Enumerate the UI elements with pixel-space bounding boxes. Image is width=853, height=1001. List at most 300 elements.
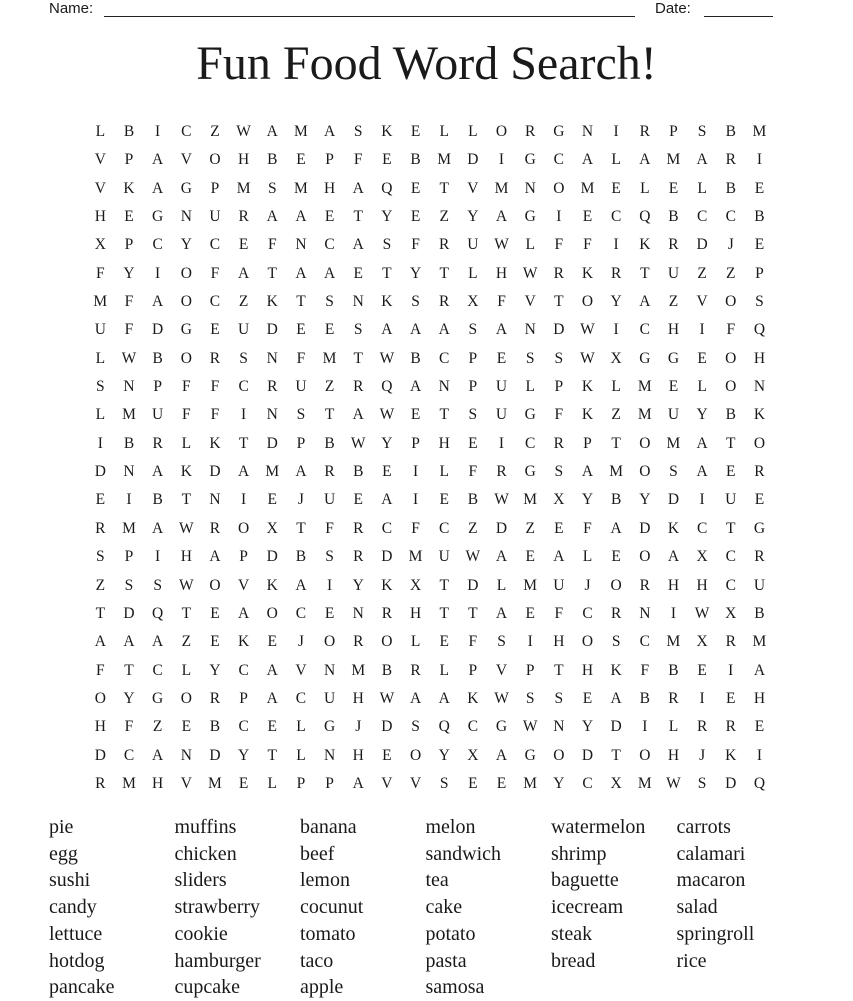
grid-letter: C	[525, 434, 536, 452]
grid-letter: B	[209, 718, 221, 736]
grid-letter: E	[210, 321, 220, 339]
grid-row	[86, 146, 774, 174]
grid-letter: I	[498, 151, 505, 169]
date-label: Date:	[655, 0, 691, 17]
grid-letter: I	[728, 661, 734, 679]
grid-letter: Y	[381, 208, 393, 226]
word-list-item: tea	[425, 869, 449, 892]
grid-letter: T	[296, 519, 306, 537]
grid-letter: A	[152, 293, 164, 311]
grid-letter: K	[667, 519, 680, 537]
grid-letter: K	[266, 293, 278, 311]
grid-row	[86, 543, 774, 571]
grid-letter: C	[725, 548, 736, 566]
grid-letter: R	[353, 519, 364, 537]
grid-letter: P	[468, 378, 478, 396]
grid-letter: N	[524, 179, 536, 197]
grid-letter: Q	[381, 378, 393, 396]
grid-letter: E	[611, 179, 621, 197]
grid-letter: A	[323, 264, 336, 282]
grid-letter: M	[294, 123, 308, 140]
grid-letter: F	[468, 633, 478, 651]
grid-letter: W	[350, 434, 366, 452]
grid-letter: E	[668, 179, 679, 197]
grid-letter: F	[411, 519, 420, 537]
grid-letter: F	[181, 378, 191, 396]
grid-letter: Y	[238, 746, 250, 764]
grid-letter: V	[409, 774, 422, 792]
grid-letter: T	[439, 576, 449, 594]
grid-letter: E	[468, 434, 478, 452]
grid-letter: V	[180, 151, 192, 169]
grid-letter: C	[381, 519, 393, 537]
grid-letter: L	[496, 576, 507, 594]
grid-letter: V	[696, 293, 708, 311]
grid-letter: F	[296, 349, 306, 367]
word-list-item: bread	[551, 949, 596, 972]
grid-letter: G	[524, 151, 536, 169]
grid-letter: A	[152, 746, 164, 764]
grid-letter: D	[94, 463, 106, 481]
grid-letter: N	[753, 378, 766, 396]
grid-letter: G	[323, 718, 336, 736]
grid-letter: S	[353, 321, 363, 339]
grid-letter: E	[181, 718, 192, 736]
grid-row	[86, 203, 774, 231]
word-list-item: hotdog	[49, 949, 105, 972]
grid-letter: W	[236, 123, 251, 140]
grid-letter: H	[438, 434, 450, 452]
grid-letter: H	[238, 151, 250, 169]
grid-letter: K	[725, 746, 737, 764]
grid-letter: G	[553, 123, 565, 140]
grid-letter: W	[522, 718, 538, 736]
grid-letter: I	[699, 689, 705, 707]
grid-letter: S	[525, 349, 535, 367]
grid-letter: Z	[611, 406, 621, 424]
grid-letter: M	[265, 463, 280, 481]
grid-letter: E	[611, 548, 621, 566]
grid-letter: M	[637, 406, 652, 424]
grid-letter: U	[438, 548, 450, 566]
grid-letter: L	[296, 718, 306, 736]
grid-letter: I	[613, 123, 619, 140]
grid-letter: Q	[438, 718, 450, 736]
grid-letter: I	[699, 321, 705, 339]
grid-letter: H	[94, 208, 106, 226]
grid-letter: P	[296, 774, 306, 792]
grid-letter: K	[381, 293, 393, 311]
word-list-column	[426, 814, 552, 1001]
grid-letter: N	[295, 236, 307, 254]
grid-letter: A	[610, 689, 622, 707]
grid-letter: N	[180, 746, 192, 764]
grid-letter: O	[180, 689, 192, 707]
date-blank-line	[704, 16, 773, 17]
grid-letter: H	[180, 548, 192, 566]
grid-letter: Z	[439, 208, 449, 226]
word-list-item: calamari	[676, 842, 746, 865]
word-list-item: pie	[49, 816, 74, 838]
grid-letter: H	[352, 746, 364, 764]
grid-letter: R	[639, 123, 650, 140]
grid-letter: L	[668, 718, 679, 736]
word-list-item: candy	[49, 896, 97, 919]
grid-letter: O	[209, 576, 221, 594]
grid-letter: I	[613, 321, 619, 339]
grid-letter: T	[554, 293, 564, 311]
grid-letter: F	[411, 236, 420, 254]
grid-letter: C	[238, 661, 249, 679]
grid-letter: T	[554, 661, 564, 679]
word-list-item: cupcake	[174, 976, 241, 999]
grid-letter: F	[554, 236, 564, 254]
grid-letter: R	[152, 434, 163, 452]
grid-letter: M	[122, 406, 136, 424]
grid-letter: T	[181, 491, 192, 509]
grid-letter: O	[581, 633, 594, 651]
grid-letter: B	[152, 349, 163, 367]
grid-letter: R	[238, 208, 249, 226]
grid-letter: Y	[610, 293, 622, 311]
grid-row	[86, 628, 774, 656]
grid-letter: U	[152, 406, 164, 424]
grid-letter: E	[382, 746, 392, 764]
grid-letter: R	[439, 236, 450, 254]
word-list-column	[677, 814, 803, 1001]
letter-grid	[86, 118, 774, 798]
grid-letter: D	[152, 321, 164, 339]
grid-letter: E	[439, 633, 449, 651]
grid-letter: S	[239, 349, 248, 367]
grid-letter: R	[696, 718, 708, 736]
grid-letter: B	[610, 491, 622, 509]
grid-letter: H	[352, 689, 364, 707]
grid-letter: K	[639, 236, 651, 254]
grid-letter: Q	[152, 604, 164, 622]
grid-letter: R	[754, 463, 765, 481]
grid-letter: D	[266, 434, 278, 452]
grid-letter: G	[152, 689, 164, 707]
grid-letter: T	[468, 604, 478, 622]
page-title: Fun Food Word Search!	[196, 37, 657, 90]
grid-letter: E	[324, 604, 335, 622]
word-list-item: muffins	[174, 816, 237, 838]
grid-letter: G	[524, 208, 536, 226]
grid-letter: Z	[238, 293, 249, 311]
grid-letter: P	[583, 434, 592, 452]
grid-letter: P	[239, 548, 248, 566]
grid-letter: A	[152, 151, 164, 169]
grid-letter: R	[725, 151, 736, 169]
grid-letter: U	[467, 236, 479, 254]
grid-letter: I	[642, 718, 648, 736]
grid-letter: D	[467, 151, 479, 169]
grid-letter: N	[581, 123, 594, 140]
grid-letter: T	[238, 434, 249, 452]
grid-letter: Y	[123, 689, 135, 707]
grid-letter: P	[124, 151, 134, 169]
grid-letter: L	[525, 378, 535, 396]
grid-letter: W	[494, 491, 509, 509]
grid-letter: A	[381, 491, 393, 509]
word-list-item: sushi	[49, 869, 91, 892]
grid-letter: I	[556, 208, 562, 226]
grid-letter: H	[94, 718, 106, 736]
grid-letter: I	[527, 633, 533, 651]
grid-letter: S	[325, 548, 334, 566]
grid-letter: B	[381, 661, 393, 679]
grid-letter: D	[639, 519, 651, 537]
grid-letter: H	[553, 633, 565, 651]
grid-letter: G	[180, 321, 192, 339]
grid-letter: O	[639, 548, 651, 566]
grid-letter: W	[494, 236, 509, 254]
grid-letter: N	[209, 491, 221, 509]
grid-letter: K	[266, 576, 278, 594]
grid-letter: X	[467, 293, 479, 311]
grid-letter: F	[554, 406, 564, 424]
grid-letter: S	[96, 548, 105, 566]
grid-letter: A	[209, 548, 221, 566]
grid-letter: C	[467, 718, 479, 736]
grid-letter: F	[583, 519, 592, 537]
grid-letter: S	[153, 576, 162, 594]
grid-letter: L	[95, 123, 106, 140]
grid-letter: U	[495, 378, 508, 396]
grid-letter: U	[323, 491, 336, 509]
grid-row	[86, 231, 774, 259]
grid-letter: T	[124, 661, 134, 679]
grid-letter: F	[181, 406, 191, 424]
grid-letter: E	[267, 633, 277, 651]
word-list-item: lemon	[300, 869, 350, 892]
grid-letter: A	[266, 689, 278, 707]
grid-letter: U	[753, 576, 766, 594]
grid-letter: E	[754, 491, 765, 509]
grid-letter: B	[295, 548, 307, 566]
grid-letter: A	[352, 774, 364, 792]
word-list-column	[175, 814, 301, 1001]
grid-letter: Q	[753, 774, 766, 792]
grid-letter: M	[637, 378, 652, 396]
word-list-item: strawberry	[174, 896, 261, 919]
grid-letter: R	[725, 633, 736, 651]
grid-letter: E	[496, 349, 507, 367]
grid-row	[86, 260, 774, 288]
grid-letter: B	[410, 349, 421, 367]
grid-letter: X	[610, 774, 622, 792]
grid-letter: T	[267, 264, 277, 282]
grid-letter: O	[725, 349, 737, 367]
grid-letter: F	[640, 661, 650, 679]
grid-letter: F	[726, 321, 736, 339]
grid-letter: E	[353, 491, 363, 509]
grid-letter: S	[697, 123, 707, 140]
grid-letter: A	[696, 434, 708, 452]
grid-letter: O	[180, 293, 192, 311]
grid-letter: R	[610, 264, 622, 282]
grid-letter: K	[610, 661, 622, 679]
grid-letter: C	[295, 689, 307, 707]
grid-letter: M	[752, 123, 767, 140]
grid-letter: N	[352, 293, 364, 311]
grid-letter: S	[353, 123, 363, 140]
grid-letter: E	[410, 406, 421, 424]
name-blank-line	[104, 16, 635, 17]
grid-letter: M	[236, 179, 251, 197]
grid-letter: U	[667, 264, 680, 282]
grid-letter: W	[580, 349, 595, 367]
word-list-item: icecream	[551, 896, 624, 919]
grid-letter: U	[238, 321, 250, 339]
word-list-item: sliders	[174, 869, 227, 892]
grid-letter: L	[611, 151, 621, 169]
grid-letter: Z	[152, 718, 163, 736]
grid-letter: R	[209, 519, 221, 537]
grid-letter: H	[753, 689, 766, 707]
word-list-item: taco	[300, 949, 334, 972]
grid-letter: W	[121, 349, 137, 367]
grid-letter: L	[525, 236, 535, 254]
grid-letter: B	[639, 689, 650, 707]
grid-letter: E	[410, 179, 421, 197]
grid-letter: U	[94, 321, 106, 339]
grid-letter: S	[468, 321, 478, 339]
grid-letter: I	[155, 123, 161, 140]
grid-letter: E	[124, 208, 134, 226]
grid-letter: C	[209, 293, 221, 311]
grid-letter: N	[553, 718, 565, 736]
grid-letter: M	[408, 548, 423, 566]
grid-letter: A	[94, 633, 106, 651]
grid-letter: S	[382, 236, 392, 254]
grid-letter: C	[639, 633, 650, 651]
grid-letter: M	[609, 463, 624, 481]
grid-letter: I	[670, 604, 677, 622]
word-list-item: cookie	[174, 922, 228, 945]
grid-letter: T	[640, 264, 650, 282]
grid-letter: P	[296, 434, 306, 452]
grid-letter: P	[239, 689, 248, 707]
grid-letter: S	[411, 718, 420, 736]
grid-letter: E	[726, 689, 736, 707]
grid-row	[86, 713, 774, 741]
word-list-item: rice	[676, 949, 707, 972]
grid-letter: E	[324, 208, 335, 226]
grid-letter: F	[267, 236, 277, 254]
grid-letter: L	[95, 406, 106, 424]
grid-letter: F	[353, 151, 363, 169]
word-list-column	[300, 814, 426, 1001]
grid-letter: F	[210, 406, 220, 424]
grid-letter: L	[410, 633, 421, 651]
grid-letter: O	[725, 378, 737, 396]
grid-letter: A	[438, 321, 450, 339]
grid-letter: F	[554, 604, 564, 622]
grid-letter: R	[668, 689, 679, 707]
grid-letter: L	[611, 378, 621, 396]
grid-letter: B	[152, 491, 163, 509]
grid-letter: P	[468, 349, 478, 367]
grid-letter: W	[666, 774, 681, 792]
grid-letter: X	[94, 236, 106, 254]
grid-letter: A	[553, 548, 565, 566]
grid-letter: S	[439, 774, 449, 792]
grid-letter: D	[581, 746, 594, 764]
grid-letter: L	[582, 548, 593, 566]
grid-letter: C	[209, 236, 221, 254]
grid-letter: J	[699, 746, 706, 764]
grid-letter: D	[696, 236, 708, 254]
grid-letter: C	[610, 208, 622, 226]
grid-letter: A	[409, 321, 422, 339]
grid-letter: A	[667, 548, 680, 566]
grid-letter: O	[553, 179, 565, 197]
grid-letter: A	[381, 321, 393, 339]
grid-letter: D	[266, 321, 278, 339]
grid-letter: T	[296, 293, 306, 311]
grid-letter: Z	[468, 519, 478, 537]
grid-letter: M	[666, 434, 681, 452]
grid-letter: N	[180, 208, 192, 226]
grid-letter: D	[381, 548, 393, 566]
grid-letter: Q	[639, 208, 651, 226]
grid-letter: K	[581, 406, 594, 424]
grid-letter: F	[497, 293, 506, 311]
word-list-item: carrots	[676, 816, 731, 838]
grid-letter: P	[124, 548, 134, 566]
grid-letter: L	[296, 746, 306, 764]
grid-letter: R	[553, 434, 564, 452]
grid-letter: B	[410, 151, 421, 169]
grid-letter: H	[409, 604, 422, 622]
grid-letter: Z	[525, 519, 535, 537]
grid-letter: E	[439, 491, 449, 509]
grid-letter: V	[495, 661, 508, 679]
grid-letter: L	[640, 179, 650, 197]
grid-letter: V	[381, 774, 393, 792]
grid-letter: Y	[581, 491, 594, 509]
grid-letter: L	[439, 123, 449, 140]
grid-letter: C	[152, 236, 163, 254]
grid-letter: Y	[123, 264, 135, 282]
grid-letter: E	[324, 321, 335, 339]
grid-letter: D	[209, 746, 221, 764]
grid-letter: M	[93, 293, 108, 311]
grid-letter: C	[582, 774, 593, 792]
grid-letter: R	[209, 689, 221, 707]
grid-letter: J	[297, 491, 304, 509]
grid-letter: A	[266, 661, 278, 679]
grid-letter: W	[694, 604, 710, 622]
grid-letter: O	[639, 463, 651, 481]
word-list-item: lettuce	[49, 922, 103, 945]
grid-letter: L	[181, 661, 192, 679]
grid-letter: D	[610, 718, 622, 736]
grid-letter: N	[266, 349, 278, 367]
grid-letter: E	[267, 718, 277, 736]
grid-letter: Q	[753, 321, 766, 339]
grid-letter: X	[696, 633, 708, 651]
grid-letter: P	[468, 661, 478, 679]
grid-letter: V	[524, 293, 536, 311]
grid-letter: A	[238, 264, 250, 282]
grid-letter: E	[382, 151, 392, 169]
grid-letter: D	[381, 718, 393, 736]
grid-letter: A	[295, 576, 307, 594]
grid-letter: G	[524, 463, 536, 481]
